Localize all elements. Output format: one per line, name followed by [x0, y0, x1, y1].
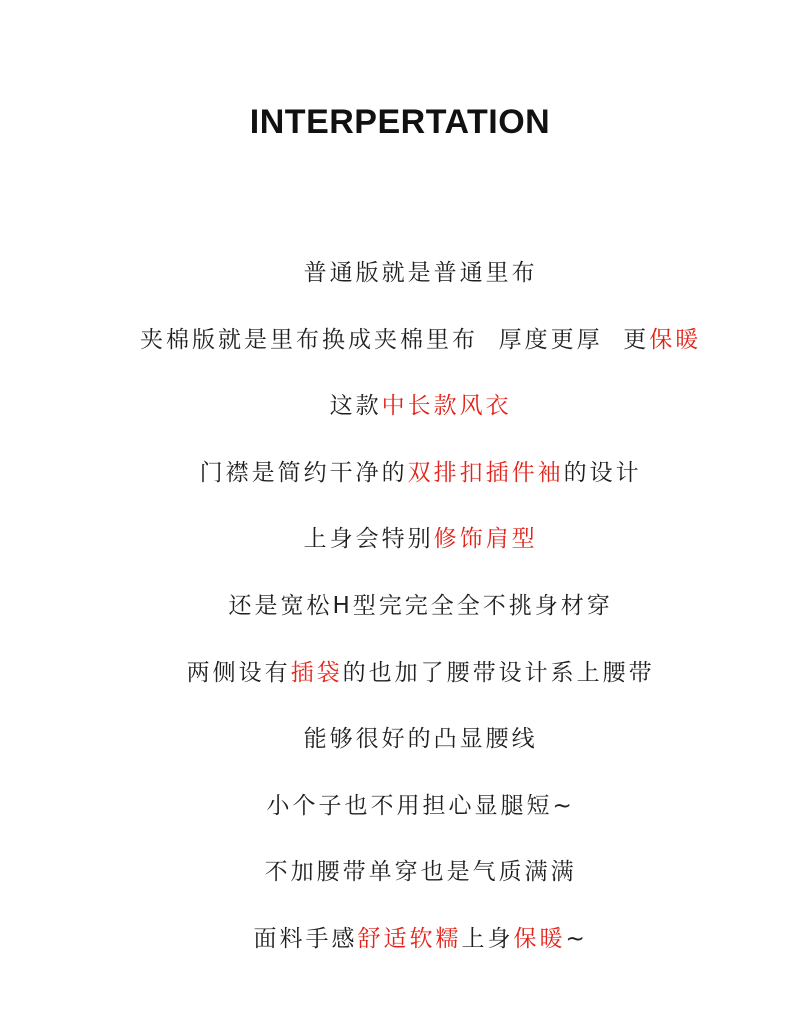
- highlight-text: 双排扣插件袖: [407, 459, 564, 486]
- line-text: 面料手感: [253, 925, 358, 952]
- line-text: 能够很好的凸显腰线: [303, 726, 538, 753]
- highlight-text: 保暖: [649, 326, 702, 353]
- description-line: [0, 204, 800, 286]
- line-text: 的也加了腰带设计系上腰带: [342, 659, 655, 686]
- line-text: 门襟是简约干净的: [199, 459, 408, 486]
- page-title: INTERPERTATION: [249, 103, 551, 141]
- highlight-text: 插袋: [290, 659, 343, 686]
- highlight-text: 修饰肩型: [433, 526, 538, 553]
- line-text: 还是宽松H型完完全全不挑身材穿: [228, 592, 613, 619]
- line-text: 普通版就是普通里布: [303, 260, 538, 286]
- line-text: 的设计: [563, 459, 642, 486]
- highlight-text: 保暖: [513, 925, 566, 952]
- highlight-text: 中长款风衣: [381, 393, 512, 420]
- line-text: 夹棉版就是里布换成夹棉里布 厚度更厚 更: [140, 326, 650, 353]
- line-text: 上身会特别: [303, 526, 434, 553]
- line-text: 两侧设有: [186, 659, 291, 686]
- line-text: 小个子也不用担心显腿短~: [266, 792, 575, 819]
- description-lines: [0, 204, 800, 952]
- highlight-text: 舒适软糯: [357, 925, 462, 952]
- line-text: 这款: [329, 393, 382, 420]
- line-text: 不加腰带单穿也是气质满满: [264, 859, 577, 886]
- line-text: 上身: [461, 925, 514, 952]
- line-text: ~: [565, 925, 588, 952]
